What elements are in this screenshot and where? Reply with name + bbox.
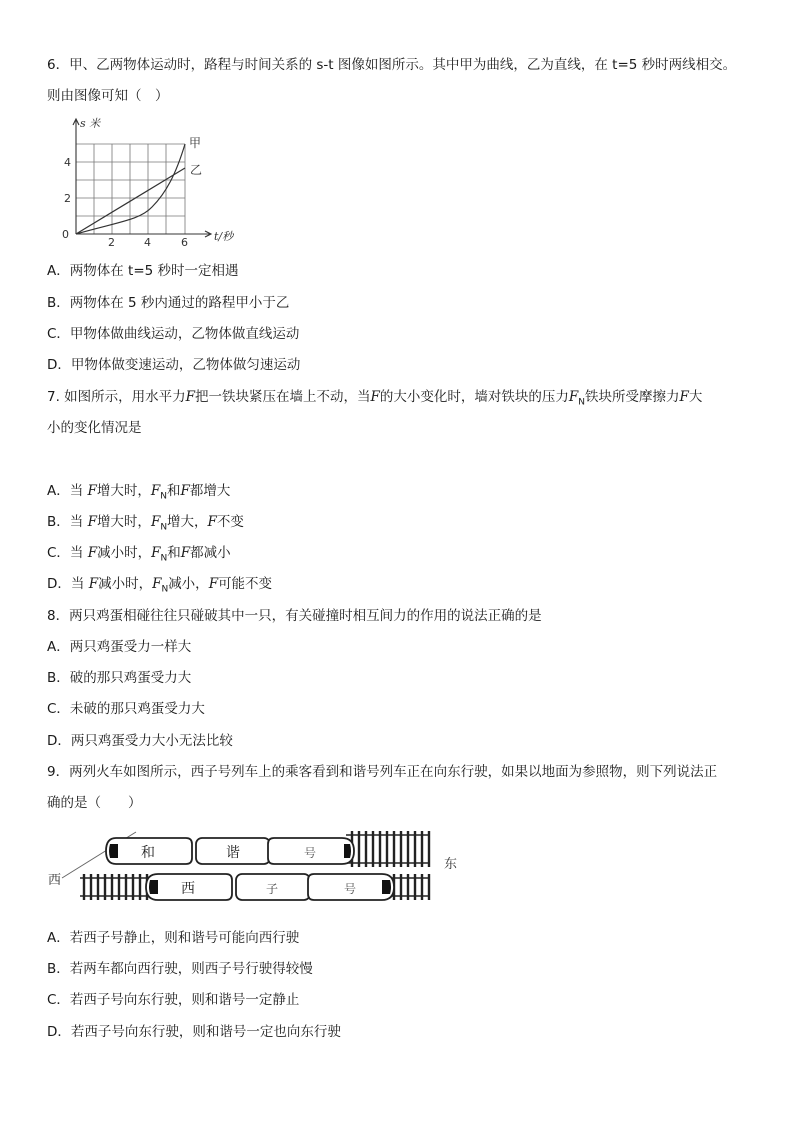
hexie-char: 谐 <box>226 845 240 861</box>
line-yi <box>76 168 185 234</box>
xizi-nose-window <box>149 880 158 894</box>
upper-track-ties <box>352 831 429 867</box>
xizi-char: 西 <box>181 881 195 897</box>
label-yi: 乙 <box>190 163 203 177</box>
train-figure <box>46 822 466 914</box>
q8-option-a: A．两只鸡蛋受力一样大 <box>47 639 192 655</box>
graph-grid <box>76 144 185 234</box>
q7-option-c: C．当 F减小时，$F_N$和F都减小 <box>47 545 231 564</box>
y-tick-label: 2 <box>64 192 71 205</box>
x-axis-label: t/秒 <box>214 230 234 243</box>
q6-option-d: D．甲物体做变速运动，乙物体做匀速运动 <box>47 357 301 373</box>
q6-option-c: C．甲物体做曲线运动，乙物体做直线运动 <box>47 326 300 342</box>
force-ff: F <box>679 389 689 405</box>
q9-option-b: B．若两车都向西行驶，则西子号行驶得较慢 <box>47 961 313 977</box>
xizi-char: 号 <box>344 882 357 896</box>
force-fn: F <box>568 389 579 405</box>
q7-stem-line1: 7. 如图所示，用水平力F把一铁块紧压在墙上不动，当F的大小变化时，墙对铁块的压力$F_N$铁块所受摩擦力F大 <box>47 389 703 408</box>
q6-stem-line2: 则由图像可知（ ） <box>47 88 169 104</box>
q7-stem-line2: 小的变化情况是 <box>47 420 142 436</box>
xizi-tail-window <box>382 880 391 894</box>
y-tick-label: 4 <box>64 156 71 169</box>
x-tick-label: 4 <box>144 236 151 249</box>
hexie-tail-window <box>344 844 351 858</box>
force-f: F <box>370 389 380 405</box>
q6-option-a: A．两物体在 t=5 秒时一定相遇 <box>47 263 239 279</box>
q7-option-b: B．当 F增大时，$F_N$增大，F不变 <box>47 514 244 533</box>
q6-option-b: B．两物体在 5 秒内通过的路程甲小于乙 <box>47 295 290 311</box>
q8-option-c: C．未破的那只鸡蛋受力大 <box>47 701 205 717</box>
q9-option-d: D．若西子号向东行驶，则和谐号一定也向东行驶 <box>47 1024 341 1040</box>
y-axis-label: s 米 <box>80 117 101 130</box>
label-jia: 甲 <box>189 136 202 150</box>
hexie-char: 号 <box>304 846 317 860</box>
q9-option-a: A．若西子号静止，则和谐号可能向西行驶 <box>47 930 300 946</box>
xizi-char: 子 <box>266 882 279 896</box>
x-tick-label: 6 <box>181 236 188 249</box>
label-east: 东 <box>444 857 458 872</box>
origin-label: 0 <box>62 228 69 241</box>
hexie-nose-window <box>109 844 118 858</box>
st-graph <box>58 114 248 250</box>
q7-option-d: D．当 F减小时，$F_N$减小，F可能不变 <box>47 576 273 595</box>
x-tick-label: 2 <box>108 236 115 249</box>
q9-stem-line1: 9．两列火车如图所示，西子号列车上的乘客看到和谐号列车正在向东行驶，如果以地面为参照物，则下列说法正 <box>47 764 718 780</box>
q8-option-d: D．两只鸡蛋受力大小无法比较 <box>47 733 233 749</box>
q9-option-c: C．若西子号向东行驶，则和谐号一定静止 <box>47 992 300 1008</box>
hexie-char: 和 <box>141 845 155 861</box>
q8-option-b: B．破的那只鸡蛋受力大 <box>47 670 192 686</box>
label-west: 西 <box>48 873 62 888</box>
q7-option-a: A．当 F增大时，$F_N$和F都增大 <box>47 483 231 502</box>
curve-jia <box>76 144 185 234</box>
q8-stem: 8．两只鸡蛋相碰往往只碰破其中一只，有关碰撞时相互间力的作用的说法正确的是 <box>47 608 542 624</box>
q6-stem-line1: 6．甲、乙两物体运动时，路程与时间关系的 s-t 图像如图所示。其中甲为曲线，乙为直线，在 t=5 秒时两线相交。 <box>47 57 737 73</box>
force-f: F <box>185 389 196 405</box>
q9-stem-line2: 确的是（ ） <box>47 795 142 811</box>
